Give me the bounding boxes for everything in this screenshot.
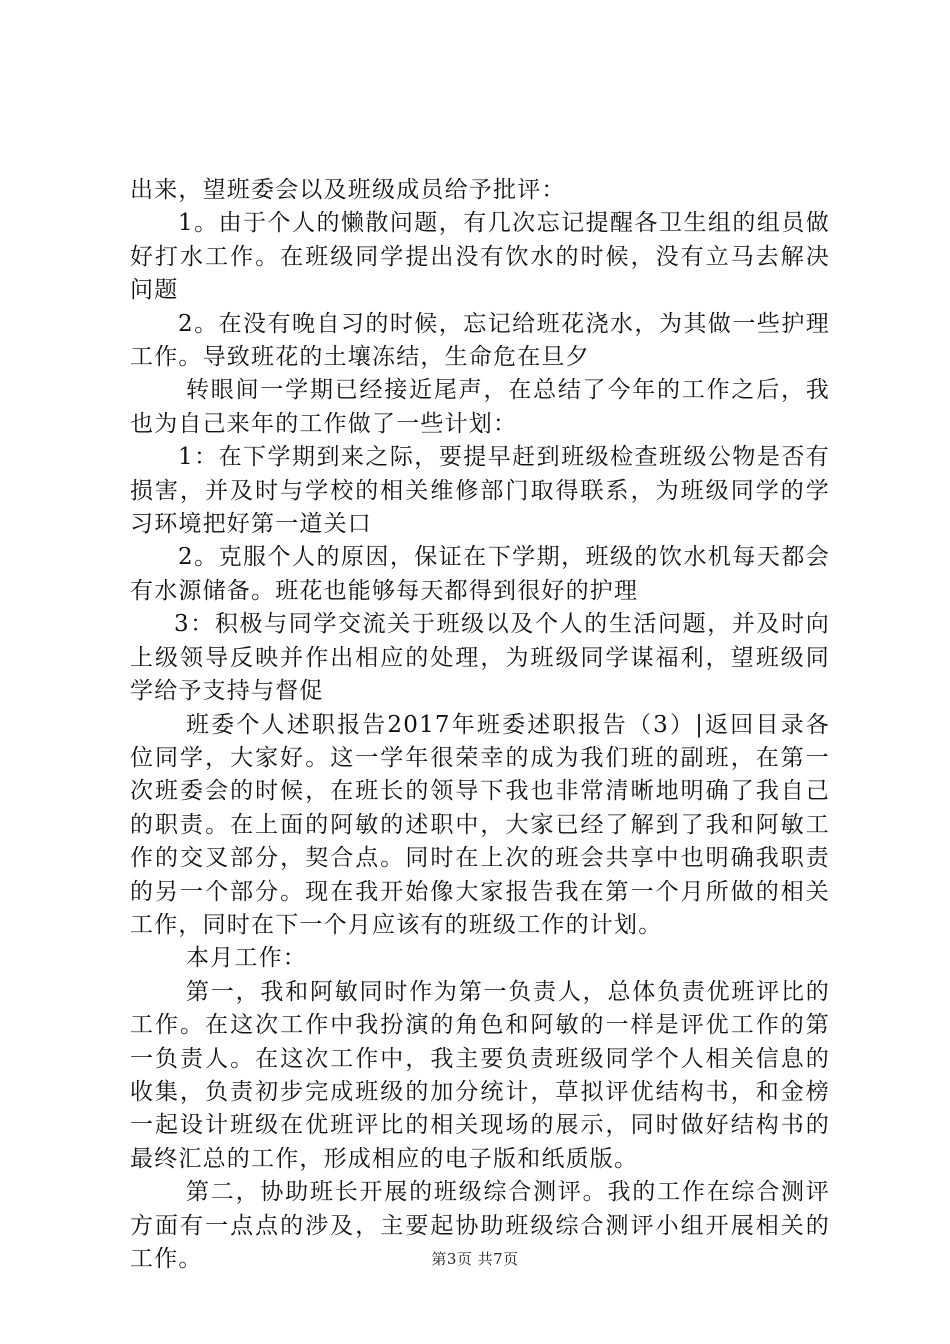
document-body [130, 174, 830, 1276]
paragraph-plan-1: 1：在下学期到来之际，要提早赶到班级检查班级公物是否有损害，并及时与学校的相关维修部门取得联系，为班级同学的学习环境把好第一道关口 [130, 444, 830, 538]
paragraph-criticism-2: 2。在没有晚自习的时候，忘记给班花浇水，为其做一些护理工作。导致班花的土壤冻结，生命危在旦夕 [130, 310, 830, 371]
paragraph-plan-3: 3：积极与同学交流关于班级以及个人的生活问题，并及时向上级领导反映并作出相应的处理，为班级同学谋福利，望班级同学给予支持与督促 [130, 611, 830, 705]
paragraph-month-work-heading: 本月工作： [186, 945, 307, 972]
paragraph-work-first: 第一，我和阿敏同时作为第一负责人，总体负责优班评比的工作。在这次工作中我扮演的角色和阿敏的一样是评优工作的第一负责人。在这次工作中，我主要负责班级同学个人相关信息的收集，负责初步完成班级的加分统计，草拟评优结构书，和金榜一起设计班级在优班评比的相关现场的展示，同时做好结构书的最终汇总的工作，形成相应的电子版和纸质版。 [130, 978, 830, 1172]
page-number-footer: 第3页 共7页 [431, 1250, 519, 1268]
paragraph-intro: 出来，望班委会以及班级成员给予批评： [130, 177, 566, 203]
paragraph-work-second: 第二，协助班长开展的班级综合测评。我的工作在综合测评方面有一点点的涉及，主要起协助班级综合测评小组开展相关的工作。 [130, 1179, 830, 1272]
paragraph-plan-intro: 转眼间一学期已经接近尾声，在总结了今年的工作之后，我也为自己来年的工作做了一些计划： [130, 377, 830, 437]
paragraph-criticism-1: 1。由于个人的懒散问题，有几次忘记提醒各卫生组的组员做好打水工作。在班级同学提出没有饮水的时候，没有立马去解决问题 [130, 210, 830, 304]
paragraph-report-3: 班委个人述职报告2017年班委述职报告（3）|返回目录各位同学，大家好。这一学年很荣幸的成为我们班的副班，在第一次班委会的时候，在班长的领导下我也非常清晰地明确了我自己的职责。在上面的阿敏的述职中，大家已经了解到了我和阿敏工作的交叉部分，契合点。同时在上次的班会共享中也明确我职责的另一个部分。现在我开始像大家报告我在第一个月所做的相关工作，同时在下一个月应该有的班级工作的计划。 [130, 711, 830, 938]
paragraph-plan-2: 2。克服个人的原因，保证在下学期，班级的饮水机每天都会有水源储备。班花也能够每天都得到很好的护理 [130, 544, 830, 604]
